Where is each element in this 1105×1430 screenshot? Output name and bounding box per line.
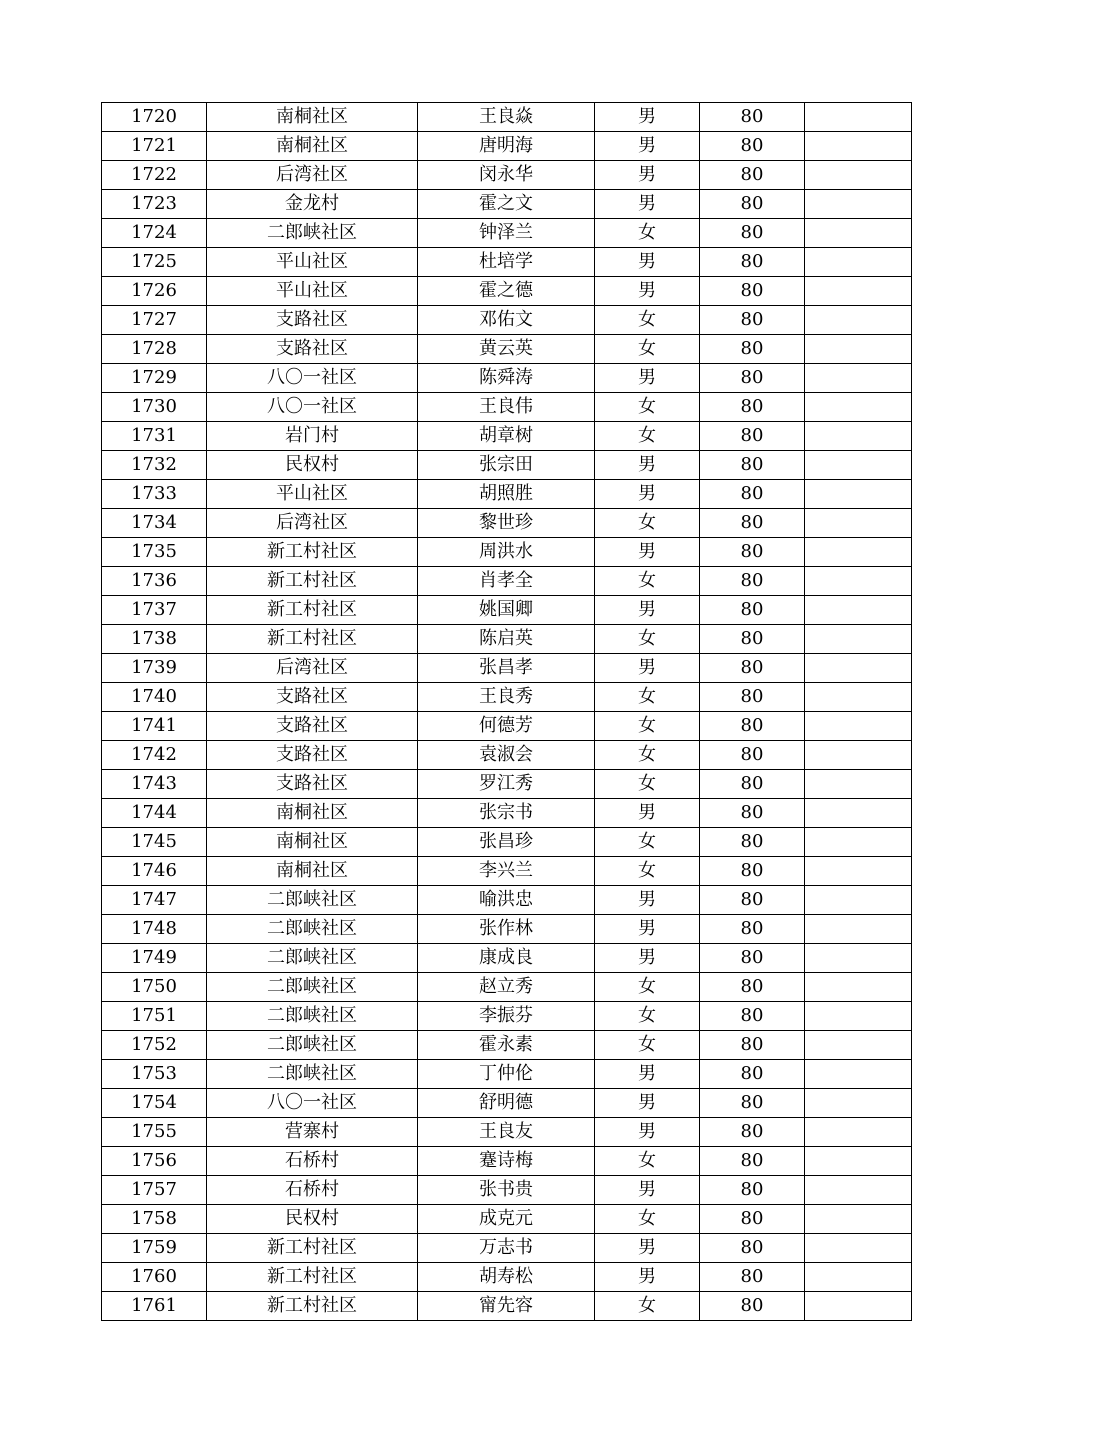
cell-age: 80 xyxy=(700,654,805,683)
cell-gender: 女 xyxy=(595,335,700,364)
cell-age: 80 xyxy=(700,799,805,828)
cell-note xyxy=(805,828,912,857)
table-row xyxy=(102,103,912,132)
cell-age: 80 xyxy=(700,828,805,857)
cell-community: 南桐社区 xyxy=(207,799,418,828)
cell-community: 支路社区 xyxy=(207,741,418,770)
cell-name: 王良友 xyxy=(418,1118,595,1147)
cell-community: 金龙村 xyxy=(207,190,418,219)
cell-gender: 男 xyxy=(595,654,700,683)
cell-number: 1747 xyxy=(102,886,207,915)
cell-note xyxy=(805,538,912,567)
table-row xyxy=(102,1031,912,1060)
cell-gender: 女 xyxy=(595,306,700,335)
cell-community: 二郎峡社区 xyxy=(207,1031,418,1060)
cell-community: 平山社区 xyxy=(207,248,418,277)
cell-gender: 女 xyxy=(595,567,700,596)
cell-age: 80 xyxy=(700,103,805,132)
cell-community: 后湾社区 xyxy=(207,161,418,190)
cell-number: 1741 xyxy=(102,712,207,741)
table-row xyxy=(102,886,912,915)
cell-note xyxy=(805,422,912,451)
cell-community: 新工村社区 xyxy=(207,567,418,596)
cell-community: 新工村社区 xyxy=(207,1234,418,1263)
table-row xyxy=(102,277,912,306)
cell-age: 80 xyxy=(700,857,805,886)
cell-gender: 女 xyxy=(595,683,700,712)
cell-note xyxy=(805,1147,912,1176)
cell-community: 二郎峡社区 xyxy=(207,219,418,248)
table-row xyxy=(102,857,912,886)
cell-gender: 女 xyxy=(595,219,700,248)
cell-number: 1756 xyxy=(102,1147,207,1176)
cell-age: 80 xyxy=(700,1234,805,1263)
cell-name: 袁淑会 xyxy=(418,741,595,770)
cell-gender: 男 xyxy=(595,190,700,219)
cell-number: 1759 xyxy=(102,1234,207,1263)
cell-gender: 男 xyxy=(595,1263,700,1292)
cell-community: 南桐社区 xyxy=(207,828,418,857)
cell-name: 王良秀 xyxy=(418,683,595,712)
cell-name: 胡章树 xyxy=(418,422,595,451)
cell-age: 80 xyxy=(700,364,805,393)
roster-table xyxy=(101,102,912,1321)
cell-number: 1727 xyxy=(102,306,207,335)
cell-community: 二郎峡社区 xyxy=(207,1002,418,1031)
cell-name: 罗江秀 xyxy=(418,770,595,799)
cell-name: 喻洪忠 xyxy=(418,886,595,915)
cell-gender: 女 xyxy=(595,422,700,451)
cell-age: 80 xyxy=(700,1031,805,1060)
cell-note xyxy=(805,625,912,654)
cell-name: 甯先容 xyxy=(418,1292,595,1321)
table-row xyxy=(102,1118,912,1147)
cell-note xyxy=(805,1031,912,1060)
cell-number: 1726 xyxy=(102,277,207,306)
cell-name: 何德芳 xyxy=(418,712,595,741)
cell-number: 1746 xyxy=(102,857,207,886)
cell-note xyxy=(805,1263,912,1292)
cell-age: 80 xyxy=(700,973,805,1002)
cell-number: 1722 xyxy=(102,161,207,190)
cell-age: 80 xyxy=(700,625,805,654)
cell-note xyxy=(805,596,912,625)
cell-gender: 男 xyxy=(595,886,700,915)
table-row xyxy=(102,161,912,190)
cell-number: 1761 xyxy=(102,1292,207,1321)
cell-name: 张昌孝 xyxy=(418,654,595,683)
cell-gender: 女 xyxy=(595,1031,700,1060)
cell-note xyxy=(805,886,912,915)
cell-age: 80 xyxy=(700,422,805,451)
cell-number: 1737 xyxy=(102,596,207,625)
cell-community: 新工村社区 xyxy=(207,1292,418,1321)
cell-number: 1751 xyxy=(102,1002,207,1031)
table-row xyxy=(102,915,912,944)
cell-name: 张书贵 xyxy=(418,1176,595,1205)
cell-age: 80 xyxy=(700,1292,805,1321)
cell-age: 80 xyxy=(700,248,805,277)
table-row xyxy=(102,364,912,393)
table-row xyxy=(102,248,912,277)
table-row xyxy=(102,1292,912,1321)
table-row xyxy=(102,712,912,741)
cell-community: 后湾社区 xyxy=(207,654,418,683)
cell-gender: 男 xyxy=(595,364,700,393)
cell-number: 1738 xyxy=(102,625,207,654)
table-row xyxy=(102,944,912,973)
cell-age: 80 xyxy=(700,393,805,422)
cell-gender: 女 xyxy=(595,393,700,422)
cell-number: 1754 xyxy=(102,1089,207,1118)
cell-note xyxy=(805,393,912,422)
table-row xyxy=(102,1234,912,1263)
cell-community: 南桐社区 xyxy=(207,103,418,132)
cell-number: 1731 xyxy=(102,422,207,451)
table-row xyxy=(102,973,912,1002)
table-row xyxy=(102,132,912,161)
cell-name: 成克元 xyxy=(418,1205,595,1234)
cell-community: 新工村社区 xyxy=(207,538,418,567)
table-row xyxy=(102,1147,912,1176)
cell-gender: 男 xyxy=(595,451,700,480)
cell-name: 杜培学 xyxy=(418,248,595,277)
cell-gender: 男 xyxy=(595,132,700,161)
cell-number: 1745 xyxy=(102,828,207,857)
table-row xyxy=(102,770,912,799)
table-row xyxy=(102,1002,912,1031)
cell-gender: 女 xyxy=(595,741,700,770)
cell-number: 1760 xyxy=(102,1263,207,1292)
cell-gender: 女 xyxy=(595,973,700,1002)
cell-age: 80 xyxy=(700,306,805,335)
table-row xyxy=(102,393,912,422)
table-row xyxy=(102,190,912,219)
cell-age: 80 xyxy=(700,567,805,596)
table-row xyxy=(102,799,912,828)
cell-number: 1736 xyxy=(102,567,207,596)
table-row xyxy=(102,567,912,596)
table-row xyxy=(102,741,912,770)
cell-note xyxy=(805,944,912,973)
cell-gender: 女 xyxy=(595,1292,700,1321)
cell-note xyxy=(805,190,912,219)
cell-gender: 男 xyxy=(595,1234,700,1263)
cell-name: 李振芬 xyxy=(418,1002,595,1031)
cell-community: 八〇一社区 xyxy=(207,393,418,422)
table-row xyxy=(102,509,912,538)
cell-community: 支路社区 xyxy=(207,683,418,712)
cell-age: 80 xyxy=(700,915,805,944)
cell-name: 唐明海 xyxy=(418,132,595,161)
cell-gender: 女 xyxy=(595,1147,700,1176)
table-row xyxy=(102,538,912,567)
cell-name: 陈舜涛 xyxy=(418,364,595,393)
cell-community: 后湾社区 xyxy=(207,509,418,538)
cell-gender: 男 xyxy=(595,915,700,944)
cell-name: 霍之文 xyxy=(418,190,595,219)
cell-name: 张宗田 xyxy=(418,451,595,480)
cell-number: 1721 xyxy=(102,132,207,161)
cell-name: 邓佑文 xyxy=(418,306,595,335)
cell-name: 周洪水 xyxy=(418,538,595,567)
cell-gender: 男 xyxy=(595,248,700,277)
cell-gender: 男 xyxy=(595,103,700,132)
cell-community: 支路社区 xyxy=(207,770,418,799)
cell-number: 1720 xyxy=(102,103,207,132)
cell-community: 民权村 xyxy=(207,1205,418,1234)
cell-name: 王良焱 xyxy=(418,103,595,132)
cell-gender: 男 xyxy=(595,1176,700,1205)
cell-age: 80 xyxy=(700,1002,805,1031)
cell-note xyxy=(805,1205,912,1234)
cell-gender: 男 xyxy=(595,799,700,828)
cell-number: 1730 xyxy=(102,393,207,422)
cell-age: 80 xyxy=(700,770,805,799)
cell-gender: 女 xyxy=(595,1002,700,1031)
cell-community: 营寨村 xyxy=(207,1118,418,1147)
cell-age: 80 xyxy=(700,683,805,712)
cell-note xyxy=(805,451,912,480)
cell-community: 平山社区 xyxy=(207,277,418,306)
cell-age: 80 xyxy=(700,480,805,509)
cell-age: 80 xyxy=(700,451,805,480)
table-row xyxy=(102,625,912,654)
cell-note xyxy=(805,306,912,335)
cell-number: 1758 xyxy=(102,1205,207,1234)
table-row xyxy=(102,306,912,335)
cell-gender: 男 xyxy=(595,596,700,625)
cell-age: 80 xyxy=(700,596,805,625)
table-row xyxy=(102,1205,912,1234)
table-row xyxy=(102,1176,912,1205)
cell-name: 黄云英 xyxy=(418,335,595,364)
cell-note xyxy=(805,1089,912,1118)
table-row xyxy=(102,828,912,857)
cell-name: 霍永素 xyxy=(418,1031,595,1060)
cell-name: 王良伟 xyxy=(418,393,595,422)
cell-age: 80 xyxy=(700,1089,805,1118)
cell-note xyxy=(805,364,912,393)
cell-name: 张宗书 xyxy=(418,799,595,828)
cell-gender: 女 xyxy=(595,770,700,799)
cell-note xyxy=(805,103,912,132)
cell-name: 姚国卿 xyxy=(418,596,595,625)
table-row xyxy=(102,1089,912,1118)
cell-number: 1732 xyxy=(102,451,207,480)
cell-name: 李兴兰 xyxy=(418,857,595,886)
cell-gender: 男 xyxy=(595,1089,700,1118)
cell-age: 80 xyxy=(700,132,805,161)
cell-note xyxy=(805,915,912,944)
cell-community: 八〇一社区 xyxy=(207,364,418,393)
cell-name: 赵立秀 xyxy=(418,973,595,1002)
cell-number: 1734 xyxy=(102,509,207,538)
cell-age: 80 xyxy=(700,190,805,219)
table-row xyxy=(102,422,912,451)
cell-gender: 男 xyxy=(595,944,700,973)
cell-age: 80 xyxy=(700,1205,805,1234)
cell-name: 霍之德 xyxy=(418,277,595,306)
cell-number: 1744 xyxy=(102,799,207,828)
cell-note xyxy=(805,712,912,741)
cell-community: 二郎峡社区 xyxy=(207,973,418,1002)
cell-gender: 女 xyxy=(595,1205,700,1234)
cell-community: 二郎峡社区 xyxy=(207,886,418,915)
cell-number: 1728 xyxy=(102,335,207,364)
cell-note xyxy=(805,1060,912,1089)
cell-community: 二郎峡社区 xyxy=(207,944,418,973)
cell-age: 80 xyxy=(700,219,805,248)
cell-note xyxy=(805,799,912,828)
cell-number: 1724 xyxy=(102,219,207,248)
cell-community: 平山社区 xyxy=(207,480,418,509)
cell-community: 南桐社区 xyxy=(207,132,418,161)
cell-note xyxy=(805,683,912,712)
cell-age: 80 xyxy=(700,509,805,538)
cell-number: 1750 xyxy=(102,973,207,1002)
cell-number: 1735 xyxy=(102,538,207,567)
cell-note xyxy=(805,1176,912,1205)
cell-gender: 男 xyxy=(595,538,700,567)
cell-name: 张昌珍 xyxy=(418,828,595,857)
cell-note xyxy=(805,161,912,190)
cell-community: 支路社区 xyxy=(207,306,418,335)
cell-number: 1729 xyxy=(102,364,207,393)
cell-gender: 男 xyxy=(595,161,700,190)
table-row xyxy=(102,335,912,364)
cell-number: 1740 xyxy=(102,683,207,712)
cell-name: 闵永华 xyxy=(418,161,595,190)
cell-number: 1739 xyxy=(102,654,207,683)
cell-age: 80 xyxy=(700,277,805,306)
cell-age: 80 xyxy=(700,161,805,190)
cell-gender: 女 xyxy=(595,712,700,741)
cell-note xyxy=(805,1292,912,1321)
roster-table-body xyxy=(102,103,912,1321)
cell-age: 80 xyxy=(700,1263,805,1292)
cell-name: 陈启英 xyxy=(418,625,595,654)
cell-age: 80 xyxy=(700,335,805,364)
cell-number: 1753 xyxy=(102,1060,207,1089)
cell-name: 黎世珍 xyxy=(418,509,595,538)
cell-number: 1755 xyxy=(102,1118,207,1147)
cell-age: 80 xyxy=(700,886,805,915)
cell-number: 1723 xyxy=(102,190,207,219)
cell-community: 八〇一社区 xyxy=(207,1089,418,1118)
cell-community: 支路社区 xyxy=(207,335,418,364)
cell-note xyxy=(805,219,912,248)
cell-name: 舒明德 xyxy=(418,1089,595,1118)
cell-age: 80 xyxy=(700,712,805,741)
cell-number: 1748 xyxy=(102,915,207,944)
cell-name: 万志书 xyxy=(418,1234,595,1263)
cell-note xyxy=(805,567,912,596)
cell-gender: 女 xyxy=(595,625,700,654)
table-row xyxy=(102,451,912,480)
cell-note xyxy=(805,480,912,509)
cell-name: 肖孝全 xyxy=(418,567,595,596)
cell-age: 80 xyxy=(700,944,805,973)
cell-age: 80 xyxy=(700,538,805,567)
cell-note xyxy=(805,1002,912,1031)
cell-number: 1743 xyxy=(102,770,207,799)
cell-community: 二郎峡社区 xyxy=(207,915,418,944)
cell-community: 石桥村 xyxy=(207,1147,418,1176)
table-row xyxy=(102,219,912,248)
cell-gender: 男 xyxy=(595,277,700,306)
cell-number: 1757 xyxy=(102,1176,207,1205)
cell-note xyxy=(805,132,912,161)
cell-age: 80 xyxy=(700,1147,805,1176)
cell-number: 1742 xyxy=(102,741,207,770)
cell-community: 新工村社区 xyxy=(207,1263,418,1292)
cell-note xyxy=(805,770,912,799)
cell-name: 胡照胜 xyxy=(418,480,595,509)
cell-number: 1749 xyxy=(102,944,207,973)
cell-gender: 男 xyxy=(595,1060,700,1089)
cell-number: 1752 xyxy=(102,1031,207,1060)
cell-name: 丁仲伦 xyxy=(418,1060,595,1089)
cell-name: 钟泽兰 xyxy=(418,219,595,248)
cell-community: 支路社区 xyxy=(207,712,418,741)
table-row xyxy=(102,1060,912,1089)
cell-age: 80 xyxy=(700,741,805,770)
cell-age: 80 xyxy=(700,1176,805,1205)
cell-gender: 女 xyxy=(595,828,700,857)
cell-community: 南桐社区 xyxy=(207,857,418,886)
cell-note xyxy=(805,248,912,277)
cell-note xyxy=(805,741,912,770)
cell-community: 民权村 xyxy=(207,451,418,480)
cell-community: 岩门村 xyxy=(207,422,418,451)
cell-community: 新工村社区 xyxy=(207,625,418,654)
table-row xyxy=(102,683,912,712)
cell-gender: 男 xyxy=(595,1118,700,1147)
cell-note xyxy=(805,335,912,364)
cell-gender: 女 xyxy=(595,509,700,538)
cell-note xyxy=(805,654,912,683)
cell-name: 康成良 xyxy=(418,944,595,973)
cell-community: 石桥村 xyxy=(207,1176,418,1205)
cell-note xyxy=(805,1118,912,1147)
cell-name: 蹇诗梅 xyxy=(418,1147,595,1176)
cell-gender: 男 xyxy=(595,480,700,509)
cell-note xyxy=(805,857,912,886)
cell-note xyxy=(805,973,912,1002)
cell-note xyxy=(805,1234,912,1263)
cell-note xyxy=(805,277,912,306)
cell-gender: 女 xyxy=(595,857,700,886)
table-row xyxy=(102,480,912,509)
table-row xyxy=(102,1263,912,1292)
cell-number: 1725 xyxy=(102,248,207,277)
cell-name: 胡寿松 xyxy=(418,1263,595,1292)
cell-name: 张作林 xyxy=(418,915,595,944)
table-row xyxy=(102,654,912,683)
cell-community: 二郎峡社区 xyxy=(207,1060,418,1089)
cell-age: 80 xyxy=(700,1060,805,1089)
table-row xyxy=(102,596,912,625)
cell-number: 1733 xyxy=(102,480,207,509)
cell-note xyxy=(805,509,912,538)
cell-age: 80 xyxy=(700,1118,805,1147)
cell-community: 新工村社区 xyxy=(207,596,418,625)
